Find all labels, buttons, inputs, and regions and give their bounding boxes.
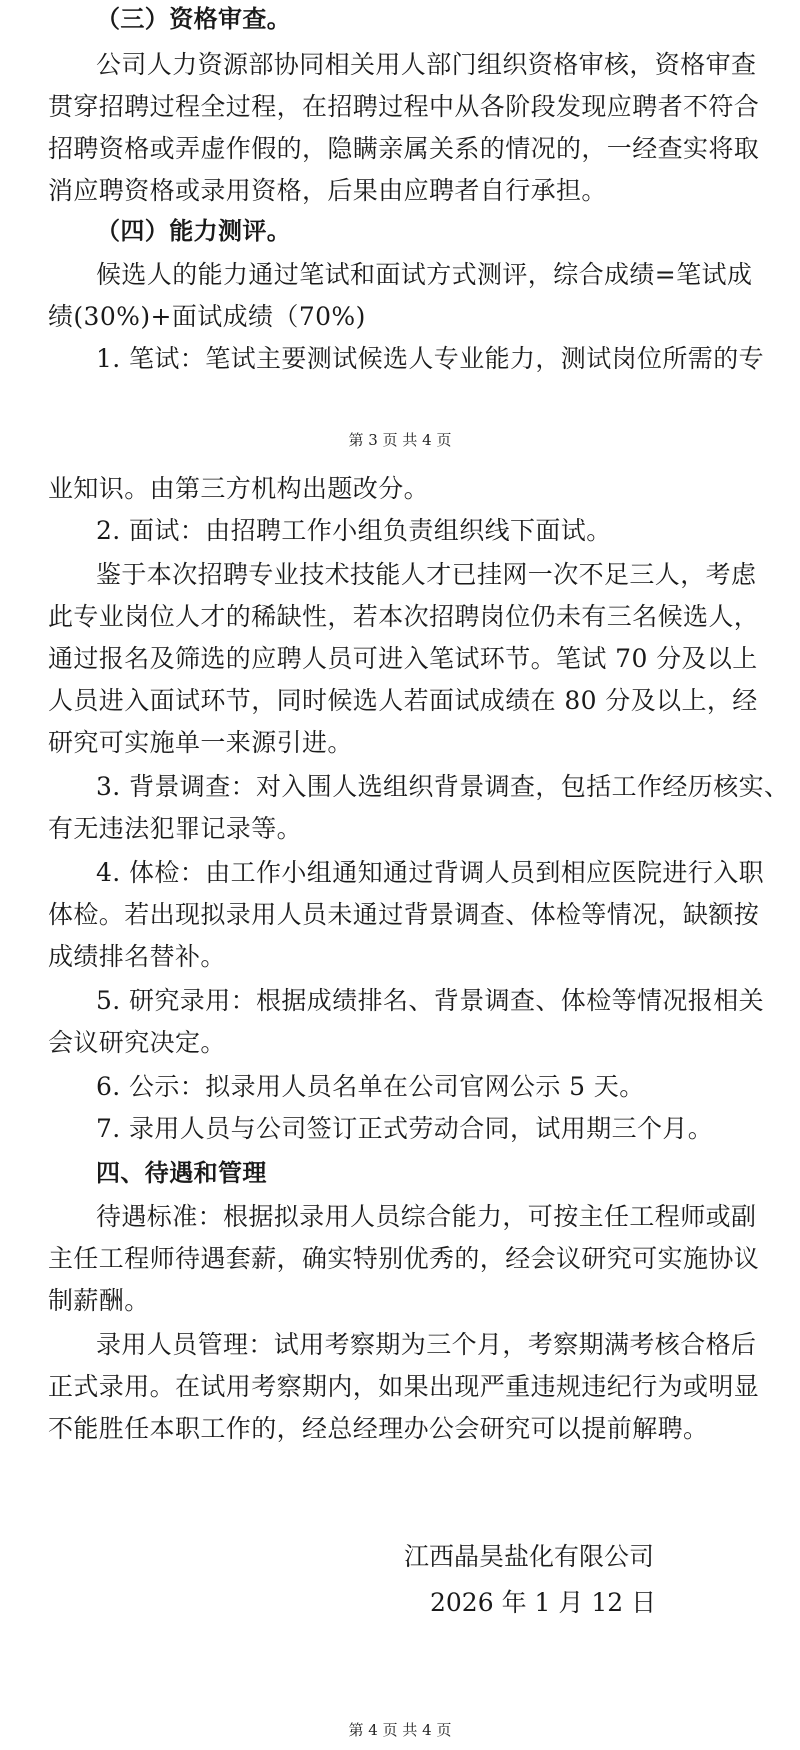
paragraph-line: 通过报名及筛选的应聘人员可进入笔试环节。笔试 70 分及以上 — [48, 644, 758, 673]
page-footer: 第 4 页 共 4 页 — [348, 1721, 452, 1739]
paragraph-line: 4. 体检：由工作小组通知通过背调人员到相应医院进行入职 — [96, 858, 765, 887]
section-heading-ability-assessment: （四）能力测评。 — [96, 217, 292, 245]
paragraph-line: 制薪酬。 — [48, 1286, 150, 1315]
paragraph-line: 1. 笔试：笔试主要测试候选人专业能力，测试岗位所需的专 — [96, 344, 765, 373]
paragraph-line: 不能胜任本职工作的，经总经理办公会研究可以提前解聘。 — [48, 1414, 709, 1443]
paragraph-line: 有无违法犯罪记录等。 — [48, 814, 303, 843]
paragraph-line: 消应聘资格或录用资格，后果由应聘者自行承担。 — [48, 176, 607, 205]
section-heading-qualification-review: （三）资格审查。 — [96, 5, 292, 33]
paragraph-line: 公司人力资源部协同相关用人部门组织资格审核，资格审查 — [96, 50, 757, 79]
page-footer: 第 3 页 共 4 页 — [348, 431, 452, 449]
paragraph-line: 体检。若出现拟录用人员未通过背景调查、体检等情况，缺额按 — [48, 900, 760, 929]
paragraph-line: 待遇标准：根据拟录用人员综合能力，可按主任工程师或副 — [96, 1202, 757, 1231]
paragraph-line: 正式录用。在试用考察期内，如果出现严重违规违纪行为或明显 — [48, 1372, 760, 1401]
paragraph-line: 会议研究决定。 — [48, 1028, 226, 1057]
company-name: 江西晶昊盐化有限公司 — [404, 1542, 655, 1571]
paragraph-line: 招聘资格或弄虚作假的，隐瞒亲属关系的情况的，一经查实将取 — [48, 134, 760, 163]
issue-date: 2026 年 1 月 12 日 — [430, 1588, 657, 1617]
paragraph-line: 人员进入面试环节，同时候选人若面试成绩在 80 分及以上，经 — [48, 686, 758, 715]
paragraph-line: 候选人的能力通过笔试和面试方式测评，综合成绩=笔试成 — [96, 260, 753, 289]
paragraph-line: 6. 公示：拟录用人员名单在公司官网公示 5 天。 — [96, 1072, 645, 1101]
paragraph-line: 成绩排名替补。 — [48, 942, 226, 971]
section-heading-treatment-and-management: 四、待遇和管理 — [96, 1159, 267, 1187]
paragraph-line: 此专业岗位人才的稀缺性，若本次招聘岗位仍未有三名候选人， — [48, 602, 760, 631]
paragraph-line: 7. 录用人员与公司签订正式劳动合同，试用期三个月。 — [96, 1114, 714, 1143]
paragraph-line: 2. 面试：由招聘工作小组负责组织线下面试。 — [96, 516, 612, 545]
paragraph-line: 主任工程师待遇套薪，确实特别优秀的，经会议研究可实施协议 — [48, 1244, 760, 1273]
paragraph-line: 贯穿招聘过程全过程，在招聘过程中从各阶段发现应聘者不符合 — [48, 92, 760, 121]
paragraph-line: 鉴于本次招聘专业技术技能人才已挂网一次不足三人，考虑 — [96, 560, 757, 589]
paragraph-line: 录用人员管理：试用考察期为三个月，考察期满考核合格后 — [96, 1330, 757, 1359]
paragraph-line: 研究可实施单一来源引进。 — [48, 728, 353, 757]
paragraph-line: 5. 研究录用：根据成绩排名、背景调查、体检等情况报相关 — [96, 986, 765, 1015]
paragraph-line: 绩(30%)+面试成绩（70%) — [48, 302, 366, 331]
paragraph-line: 3. 背景调查：对入围人选组织背景调查，包括工作经历核实、 — [96, 772, 790, 801]
paragraph-line: 业知识。由第三方机构出题改分。 — [48, 474, 430, 503]
